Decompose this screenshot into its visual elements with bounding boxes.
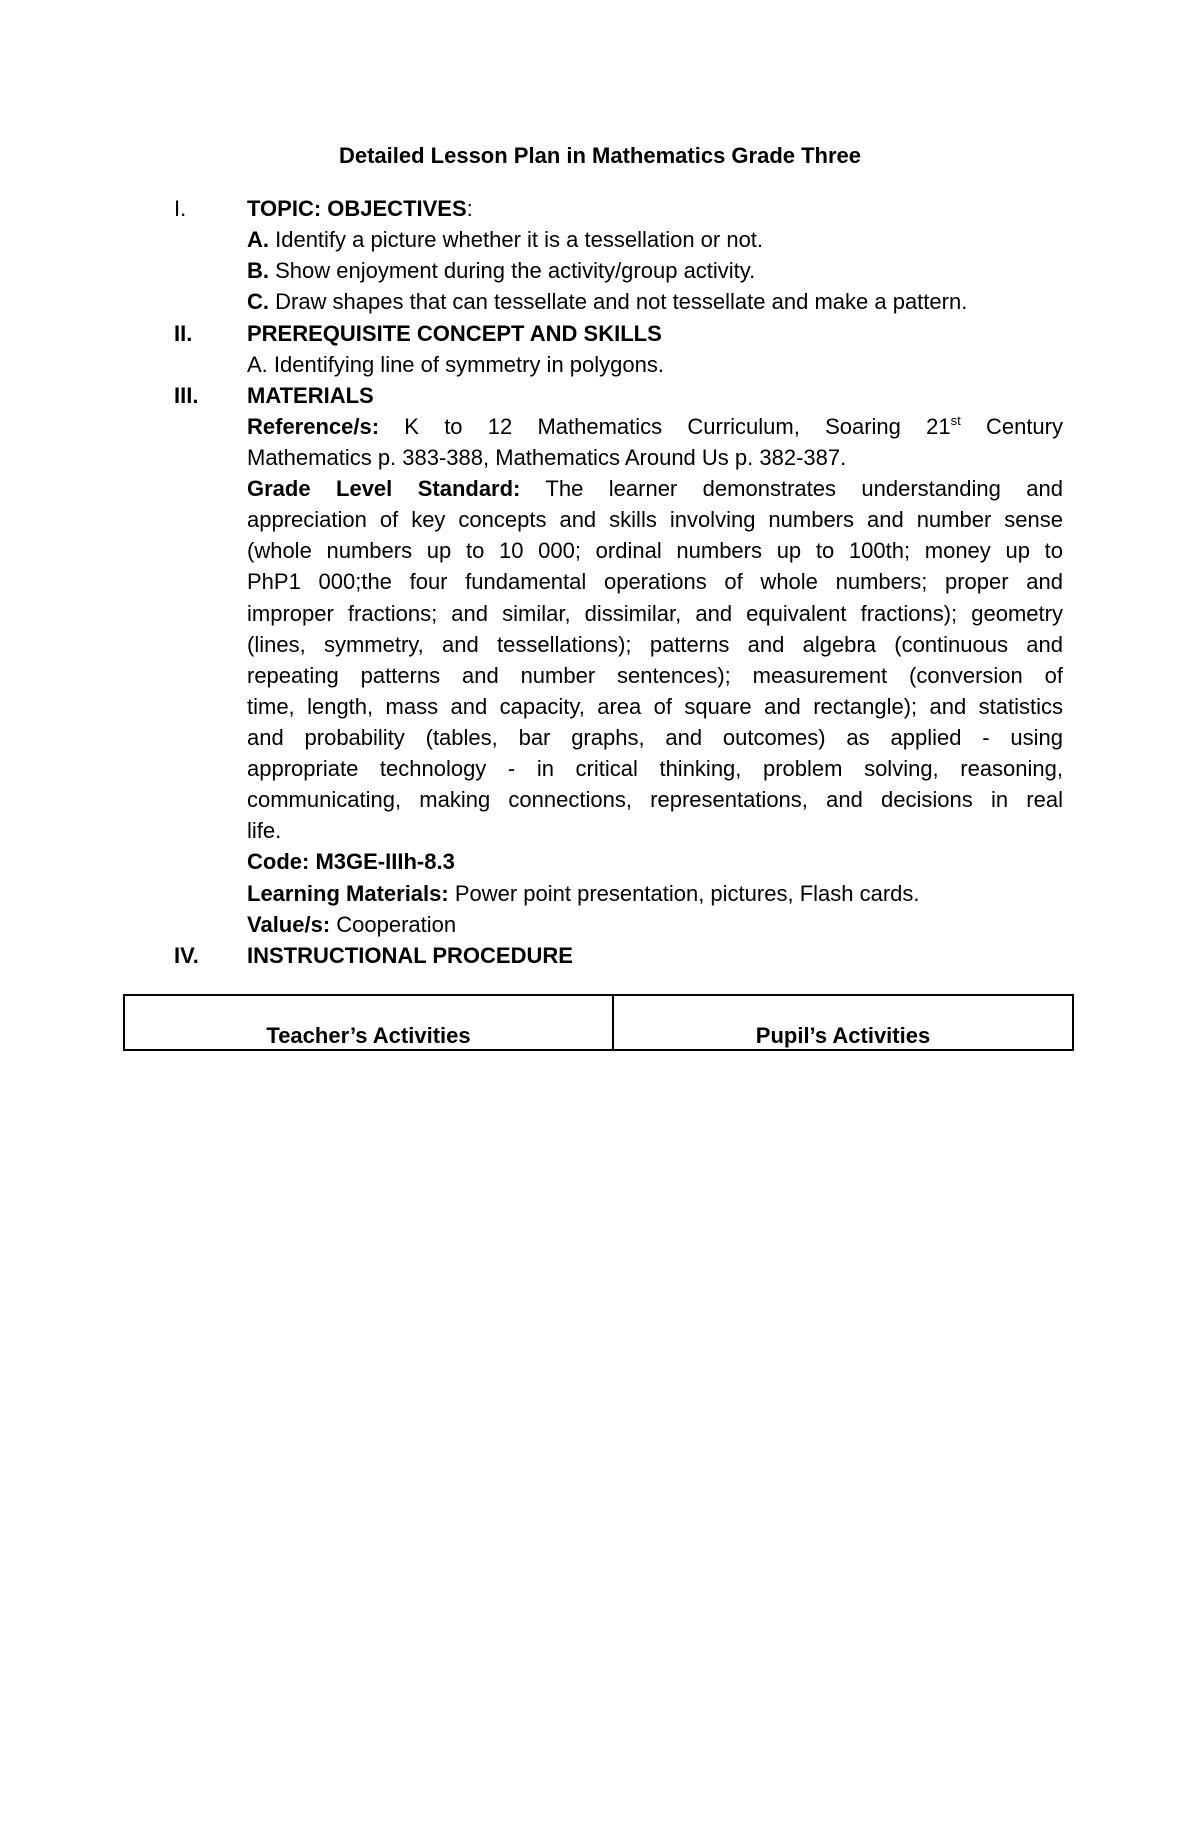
section-4-numeral: IV.: [174, 943, 199, 968]
table-header-cell: [614, 996, 1072, 1049]
code-line: Code: M3GE-IIIh-8.3: [247, 849, 455, 874]
objective-a: A. Identify a picture whether it is a tessellation or not.: [247, 227, 764, 252]
standard-line-1: Grade Level Standard: The learner demonstrates understanding and: [247, 476, 1063, 501]
standard-line: appropriate technology - in critical thinking, problem solving, reasoning,: [247, 756, 1063, 781]
section-3-numeral: III.: [174, 383, 199, 408]
table-header-cell: [125, 996, 614, 1049]
teacher-activities-header: Teacher’s Activities: [266, 1023, 471, 1048]
section-1-heading: TOPIC: OBJECTIVES:: [247, 196, 473, 221]
section-1-numeral: I.: [174, 196, 187, 221]
section-2-heading: PREREQUISITE CONCEPT AND SKILLS: [247, 321, 662, 346]
pupil-activities-header: Pupil’s Activities: [755, 1023, 931, 1048]
objective-c: C. Draw shapes that can tessellate and not tessellate and make a pattern.: [247, 289, 968, 314]
section-4-heading: INSTRUCTIONAL PROCEDURE: [247, 943, 573, 968]
standard-line: improper fractions; and similar, dissimilar, and equivalent fractions); geometry: [247, 601, 1063, 626]
standard-line: time, length, mass and capacity, area of square and rectangle); and statistics: [247, 694, 1063, 719]
prerequisite-item-a: A. Identifying line of symmetry in polygons.: [247, 352, 664, 377]
standard-line: and probability (tables, bar graphs, and outcomes) as applied - using: [247, 725, 1063, 750]
standard-line: appreciation of key concepts and skills involving numbers and number sense: [247, 507, 1063, 532]
standard-line-last: life.: [247, 818, 282, 843]
standard-line: repeating patterns and number sentences); measurement (conversion of: [247, 663, 1063, 688]
procedure-table: [123, 994, 1074, 1051]
standard-line: PhP1 000;the four fundamental operations of whole numbers; proper and: [247, 569, 1063, 594]
values-line: Value/s: Cooperation: [247, 912, 457, 937]
standard-line: communicating, making connections, representations, and decisions in real: [247, 787, 1063, 812]
document-title: Detailed Lesson Plan in Mathematics Grade Three: [338, 143, 862, 168]
standard-line: (whole numbers up to 10 000; ordinal numbers up to 100th; money up to: [247, 538, 1063, 563]
reference-line-1: Reference/s: K to 12 Mathematics Curriculum, Soaring 21st Century: [247, 413, 1063, 439]
learning-materials-line: Learning Materials: Power point presentation, pictures, Flash cards.: [247, 881, 920, 906]
section-3-heading: MATERIALS: [247, 383, 374, 408]
section-2-numeral: II.: [174, 321, 193, 346]
objective-b: B. Show enjoyment during the activity/group activity.: [247, 258, 756, 283]
standard-line: (lines, symmetry, and tessellations); patterns and algebra (continuous and: [247, 632, 1063, 657]
reference-line-2: Mathematics p. 383-388, Mathematics Around Us p. 382-387.: [247, 445, 847, 470]
